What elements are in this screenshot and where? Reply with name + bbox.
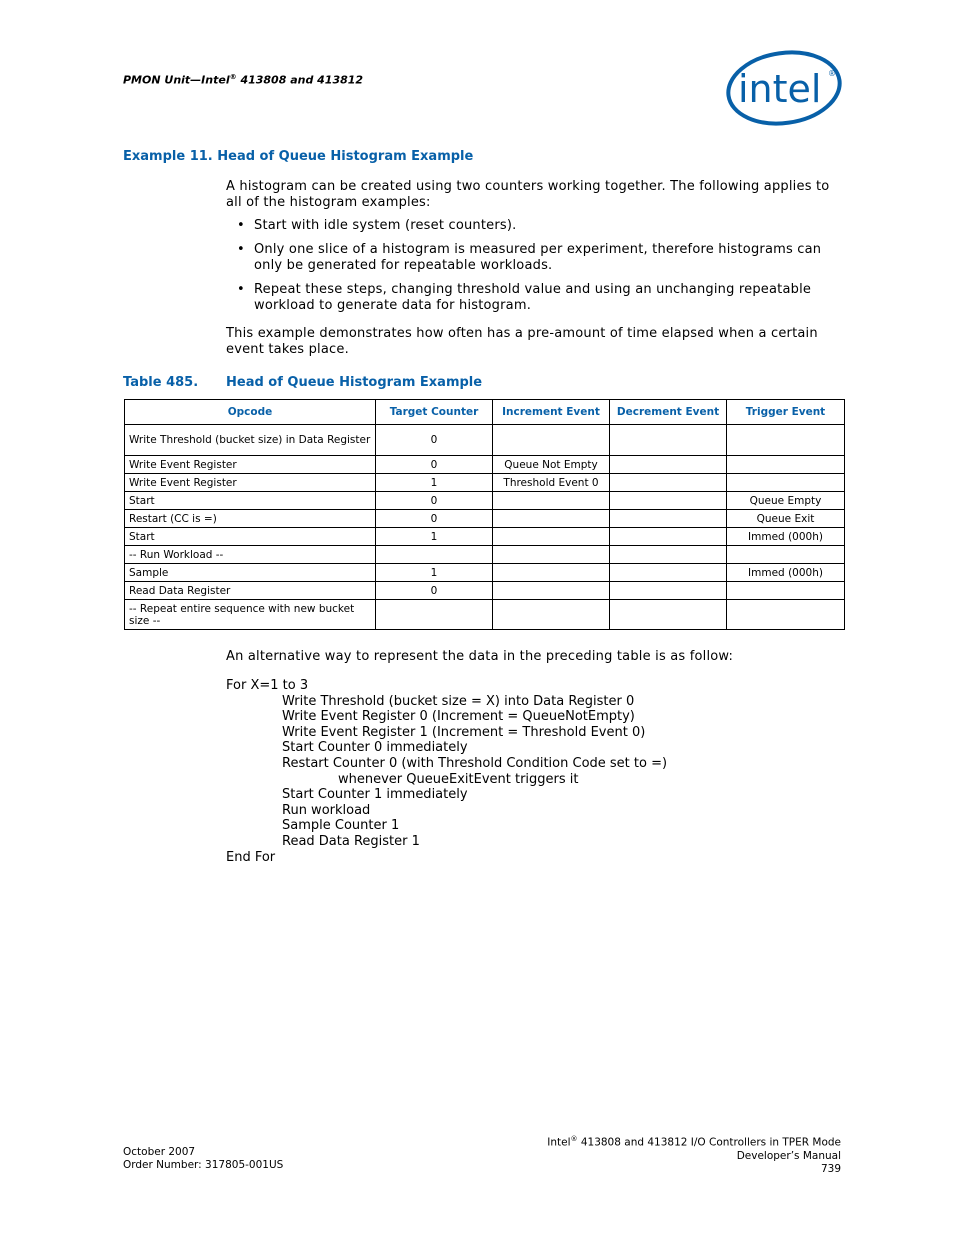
- table-row: [125, 600, 845, 630]
- cell-target-counter: 0: [376, 492, 493, 510]
- footer-left: [123, 1146, 283, 1172]
- cell-target-counter: 0: [376, 456, 493, 474]
- col-header-decrement-event: Decrement Event: [610, 400, 727, 425]
- cell-target-counter: 1: [376, 474, 493, 492]
- intel-logo: [724, 50, 844, 126]
- code-line: Sample Counter 1: [282, 818, 400, 834]
- cell-opcode: Sample: [125, 564, 376, 582]
- table-header-row: [125, 400, 845, 425]
- footer-date: October 2007: [123, 1146, 196, 1158]
- col-header-target-counter: Target Counter: [376, 400, 493, 425]
- table-row: [125, 510, 845, 528]
- cell-trigger-event: Queue Empty: [727, 492, 845, 510]
- intel-logo-text: intel: [738, 67, 822, 111]
- registered-mark: ®: [229, 73, 237, 81]
- cell-opcode: Start: [125, 492, 376, 510]
- cell-target-counter: 0: [376, 582, 493, 600]
- cell-increment-event: [493, 564, 610, 582]
- cell-decrement-event: [610, 492, 727, 510]
- table-row: [125, 456, 845, 474]
- cell-increment-event: [493, 582, 610, 600]
- cell-decrement-event: [610, 600, 727, 630]
- table-row: [125, 425, 845, 456]
- cell-trigger-event: Immed (000h): [727, 528, 845, 546]
- footer-doc-name: 413808 and 413812 I/O Controllers in TPER Mode: [577, 1136, 841, 1149]
- cell-increment-event: [493, 528, 610, 546]
- col-header-trigger-event: Trigger Event: [727, 400, 845, 425]
- table-row: [125, 582, 845, 600]
- cell-target-counter: [376, 546, 493, 564]
- cell-decrement-event: [610, 510, 727, 528]
- footer-page-number: 739: [820, 1162, 841, 1175]
- bullet-item: [226, 218, 846, 234]
- cell-trigger-event: Queue Exit: [727, 510, 845, 528]
- code-line: Write Event Register 1 (Increment = Threshold Event 0): [282, 724, 646, 740]
- code-line: End For: [226, 849, 276, 865]
- table-caption: Head of Queue Histogram Example: [226, 375, 483, 390]
- cell-increment-event: [493, 492, 610, 510]
- alternative-paragraph: An alternative way to represent the data in the preceding table is as follow:: [226, 649, 734, 664]
- code-line: Run workload: [282, 802, 371, 818]
- footer-order-number: Order Number: 317805-001US: [123, 1159, 284, 1171]
- footer-right: [547, 1133, 841, 1176]
- cell-trigger-event: [727, 600, 845, 630]
- cell-trigger-event: [727, 425, 845, 456]
- table-number: Table 485.: [123, 375, 199, 390]
- bullet-dot-icon: •: [237, 242, 245, 257]
- svg-text:®: ®: [828, 69, 836, 78]
- cell-opcode: Write Threshold (bucket size) in Data Register: [125, 425, 376, 456]
- intel-logo-icon: [724, 50, 844, 126]
- code-line: Write Threshold (bucket size = X) into Data Register 0: [282, 693, 635, 709]
- code-line: Read Data Register 1: [282, 833, 420, 849]
- bullet-text: Only one slice of a histogram is measured per experiment, therefore histograms can only be generated for repeatable workloads.: [254, 242, 822, 273]
- registered-mark: ®: [570, 1135, 578, 1143]
- code-line: Write Event Register 0 (Increment = QueueNotEmpty): [282, 709, 635, 725]
- col-header-increment-event: Increment Event: [493, 400, 610, 425]
- histogram-table: [124, 399, 845, 630]
- code-line: For X=1 to 3: [226, 678, 309, 693]
- cell-decrement-event: [610, 425, 727, 456]
- footer-manual: Developer’s Manual: [736, 1149, 841, 1162]
- cell-opcode: Write Event Register: [125, 474, 376, 492]
- cell-target-counter: 1: [376, 528, 493, 546]
- cell-opcode: Restart (CC is =): [125, 510, 376, 528]
- cell-increment-event: [493, 425, 610, 456]
- cell-decrement-event: [610, 582, 727, 600]
- cell-increment-event: [493, 510, 610, 528]
- code-line: Start Counter 1 immediately: [282, 787, 468, 803]
- running-header-text: PMON Unit—Intel: [123, 73, 230, 87]
- bullet-dot-icon: •: [237, 218, 245, 233]
- col-header-opcode: Opcode: [125, 400, 376, 425]
- code-line: Start Counter 0 immediately: [282, 740, 468, 756]
- cell-trigger-event: [727, 582, 845, 600]
- table-row: [125, 528, 845, 546]
- cell-target-counter: 1: [376, 564, 493, 582]
- bullet-item: [226, 282, 846, 314]
- code-line: whenever QueueExitEvent triggers it: [338, 771, 579, 787]
- cell-increment-event: Threshold Event 0: [493, 474, 610, 492]
- table-row: [125, 474, 845, 492]
- cell-target-counter: [376, 600, 493, 630]
- example-title: Example 11. Head of Queue Histogram Example: [123, 149, 474, 164]
- cell-increment-event: Queue Not Empty: [493, 456, 610, 474]
- running-header: [123, 73, 363, 87]
- cell-trigger-event: [727, 546, 845, 564]
- cell-decrement-event: [610, 564, 727, 582]
- cell-trigger-event: [727, 456, 845, 474]
- cell-decrement-event: [610, 528, 727, 546]
- cell-target-counter: 0: [376, 510, 493, 528]
- bullet-text: Repeat these steps, changing threshold value and using an unchanging repeatable workload to generate data for histogram.: [254, 282, 812, 313]
- cell-opcode: Write Event Register: [125, 456, 376, 474]
- cell-decrement-event: [610, 474, 727, 492]
- code-line: Restart Counter 0 (with Threshold Condition Code set to =): [282, 755, 668, 771]
- cell-decrement-event: [610, 456, 727, 474]
- running-header-models: 413808 and 413812: [236, 73, 364, 87]
- cell-trigger-event: Immed (000h): [727, 564, 845, 582]
- cell-increment-event: [493, 600, 610, 630]
- table-row: [125, 492, 845, 510]
- cell-increment-event: [493, 546, 610, 564]
- cell-opcode: Read Data Register: [125, 582, 376, 600]
- footer-doc-title: [547, 1133, 841, 1150]
- intro-paragraph: A histogram can be created using two counters working together. The following applies to all of the histogram examples:: [226, 179, 830, 210]
- table-row: [125, 546, 845, 564]
- cell-opcode: -- Run Workload --: [125, 546, 376, 564]
- bullet-item: [226, 242, 846, 274]
- table-row: [125, 564, 845, 582]
- bullet-list: [226, 218, 846, 322]
- cell-decrement-event: [610, 546, 727, 564]
- bullet-dot-icon: •: [237, 282, 245, 297]
- cell-opcode: Start: [125, 528, 376, 546]
- table-title: [123, 375, 482, 390]
- footer-doc-brand: Intel: [547, 1136, 571, 1149]
- bullet-text: Start with idle system (reset counters).: [254, 218, 517, 233]
- cell-trigger-event: [727, 474, 845, 492]
- pseudocode-block: [226, 678, 667, 865]
- cell-target-counter: 0: [376, 425, 493, 456]
- demo-paragraph: This example demonstrates how often has a pre-amount of time elapsed when a certain event takes place.: [226, 326, 818, 357]
- cell-opcode: -- Repeat entire sequence with new bucket size --: [125, 600, 376, 630]
